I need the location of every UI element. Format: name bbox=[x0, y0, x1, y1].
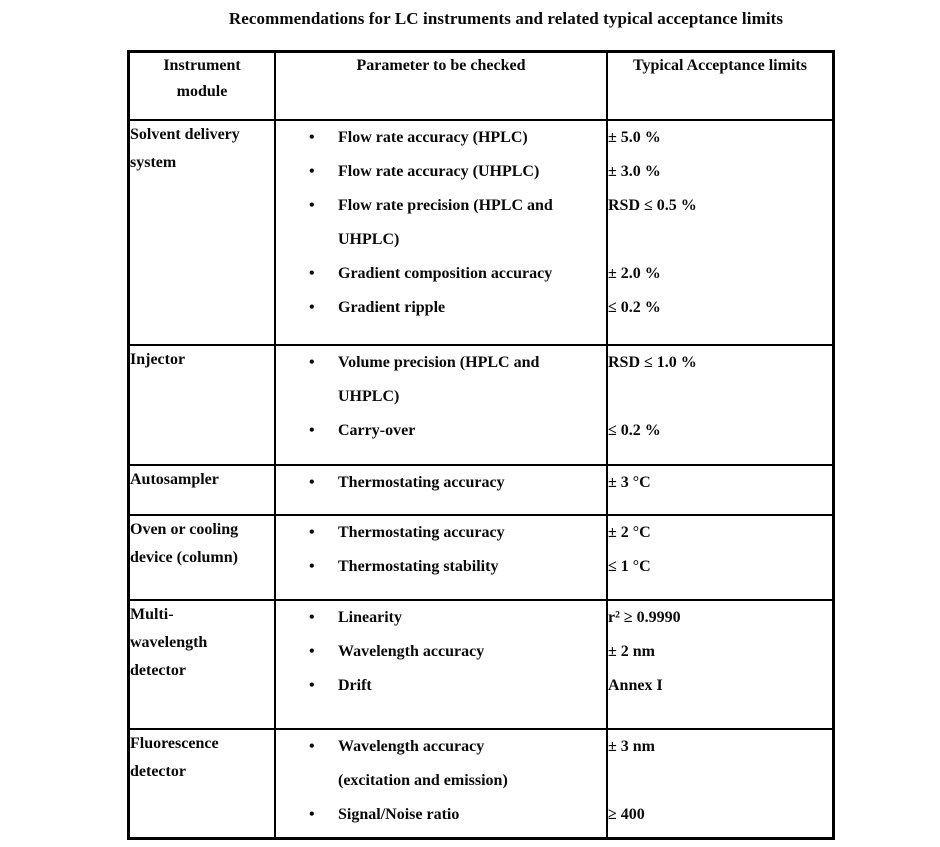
bullet-icon: • bbox=[309, 805, 315, 823]
limits-cell bbox=[607, 600, 834, 729]
limit-line: ± 3.0 % bbox=[608, 162, 661, 180]
limit-line bbox=[608, 764, 832, 798]
parameter-line bbox=[276, 550, 606, 584]
table-row bbox=[129, 600, 834, 729]
limit-line: RSD ≤ 0.5 % bbox=[608, 196, 697, 214]
module-line: Autosampler bbox=[130, 470, 219, 488]
table-row bbox=[129, 465, 834, 515]
parameter-line bbox=[276, 414, 606, 448]
limit-line bbox=[608, 223, 832, 257]
limit-line: Annex I bbox=[608, 676, 663, 694]
module-cell bbox=[129, 345, 276, 465]
limit-line: ± 2 °C bbox=[608, 523, 651, 541]
table-row bbox=[129, 345, 834, 465]
parameter-text: Wavelength accuracy bbox=[338, 642, 485, 660]
parameter-text: Carry-over bbox=[338, 421, 416, 439]
bullet-icon: • bbox=[309, 676, 315, 694]
column-header-line: Instrument bbox=[163, 57, 241, 74]
module-line: system bbox=[130, 153, 177, 171]
module-cell bbox=[129, 465, 276, 515]
bullet-icon: • bbox=[309, 353, 315, 371]
module-cell bbox=[129, 120, 276, 345]
parameter-text: Flow rate accuracy (UHPLC) bbox=[338, 162, 540, 180]
limit-line: ± 2.0 % bbox=[608, 264, 661, 282]
module-line: detector bbox=[130, 661, 186, 679]
limit-line: ≤ 1 °C bbox=[608, 557, 651, 575]
parameter-line bbox=[276, 346, 606, 380]
parameter-line bbox=[276, 764, 606, 798]
parameter-line bbox=[276, 223, 606, 257]
limit-line: ± 5.0 % bbox=[608, 128, 661, 146]
parameter-text: Signal/Noise ratio bbox=[338, 805, 460, 823]
module-line: Injector bbox=[130, 350, 186, 368]
limit-line: ≥ 400 bbox=[608, 805, 645, 823]
parameter-text: (excitation and emission) bbox=[338, 771, 508, 789]
module-line: Multi- bbox=[130, 605, 174, 623]
column-header-line: module bbox=[176, 83, 228, 100]
header-row bbox=[129, 52, 834, 120]
parameter-line bbox=[276, 798, 606, 832]
bullet-icon: • bbox=[309, 523, 315, 541]
bullet-icon: • bbox=[309, 162, 315, 180]
column-header-0 bbox=[129, 52, 276, 120]
limits-cell bbox=[607, 515, 834, 600]
limit-line: ≤ 0.2 % bbox=[608, 421, 661, 439]
bullet-icon: • bbox=[309, 421, 315, 439]
limits-cell bbox=[607, 465, 834, 515]
limit-line: RSD ≤ 1.0 % bbox=[608, 353, 697, 371]
parameters-cell bbox=[275, 600, 607, 729]
bullet-icon: • bbox=[309, 264, 315, 282]
module-line: detector bbox=[130, 762, 186, 780]
bullet-icon: • bbox=[309, 128, 315, 146]
parameter-line bbox=[276, 516, 606, 550]
bullet-icon: • bbox=[309, 737, 315, 755]
column-header-line: Typical Acceptance limits bbox=[633, 57, 807, 74]
limits-cell bbox=[607, 729, 834, 839]
bullet-icon: • bbox=[309, 642, 315, 660]
parameter-text: Linearity bbox=[338, 608, 402, 626]
column-header-line: Parameter to be checked bbox=[356, 57, 526, 74]
parameters-cell bbox=[275, 120, 607, 345]
limit-line: ± 3 nm bbox=[608, 737, 656, 755]
parameter-text: UHPLC) bbox=[338, 387, 400, 405]
module-cell bbox=[129, 600, 276, 729]
parameter-text: Flow rate precision (HPLC and bbox=[338, 196, 553, 214]
parameter-text: Thermostating accuracy bbox=[338, 523, 505, 541]
limit-line: r² ≥ 0.9990 bbox=[608, 608, 681, 626]
parameter-line bbox=[276, 155, 606, 189]
parameter-line bbox=[276, 291, 606, 325]
limit-line: ± 3 °C bbox=[608, 473, 651, 491]
bullet-icon: • bbox=[309, 196, 315, 214]
parameters-cell bbox=[275, 465, 607, 515]
bullet-icon: • bbox=[309, 557, 315, 575]
bullet-icon: • bbox=[309, 298, 315, 316]
parameter-text: Gradient ripple bbox=[338, 298, 446, 316]
bullet-icon: • bbox=[309, 608, 315, 626]
table-body bbox=[129, 120, 834, 839]
parameter-line bbox=[276, 730, 606, 764]
parameters-cell bbox=[275, 515, 607, 600]
module-line: Fluorescence bbox=[130, 734, 219, 752]
parameter-line bbox=[276, 121, 606, 155]
parameters-cell bbox=[275, 345, 607, 465]
column-header-2 bbox=[607, 52, 834, 120]
module-line: device (column) bbox=[130, 548, 238, 566]
parameter-text: Volume precision (HPLC and bbox=[338, 353, 540, 371]
module-line: Oven or cooling bbox=[130, 520, 239, 538]
table-row bbox=[129, 120, 834, 345]
parameter-text: Drift bbox=[338, 676, 372, 694]
table-header bbox=[129, 52, 834, 120]
table-row bbox=[129, 515, 834, 600]
module-cell bbox=[129, 515, 276, 600]
parameter-line bbox=[276, 257, 606, 291]
parameter-text: Wavelength accuracy bbox=[338, 737, 485, 755]
parameter-line bbox=[276, 635, 606, 669]
limit-line: ± 2 nm bbox=[608, 642, 656, 660]
table-row bbox=[129, 729, 834, 839]
parameter-text: Flow rate accuracy (HPLC) bbox=[338, 128, 528, 146]
module-line: Solvent delivery bbox=[130, 125, 240, 143]
parameter-line bbox=[276, 380, 606, 414]
parameter-line bbox=[276, 189, 606, 223]
limit-line: ≤ 0.2 % bbox=[608, 298, 661, 316]
parameter-line bbox=[276, 601, 606, 635]
document-title: Recommendations for LC instruments and related typical acceptance limits bbox=[228, 9, 784, 28]
parameter-line bbox=[276, 669, 606, 703]
parameter-text: UHPLC) bbox=[338, 230, 400, 248]
parameter-line bbox=[276, 466, 606, 500]
module-line: wavelength bbox=[130, 633, 208, 651]
parameter-text: Thermostating accuracy bbox=[338, 473, 505, 491]
parameters-cell bbox=[275, 729, 607, 839]
parameter-text: Thermostating stability bbox=[338, 557, 499, 575]
parameter-text: Gradient composition accuracy bbox=[338, 264, 553, 282]
column-header-1 bbox=[275, 52, 607, 120]
module-cell bbox=[129, 729, 276, 839]
acceptance-limits-table bbox=[127, 50, 835, 840]
limits-cell bbox=[607, 345, 834, 465]
bullet-icon: • bbox=[309, 473, 315, 491]
limit-line bbox=[608, 380, 832, 414]
limits-cell bbox=[607, 120, 834, 345]
